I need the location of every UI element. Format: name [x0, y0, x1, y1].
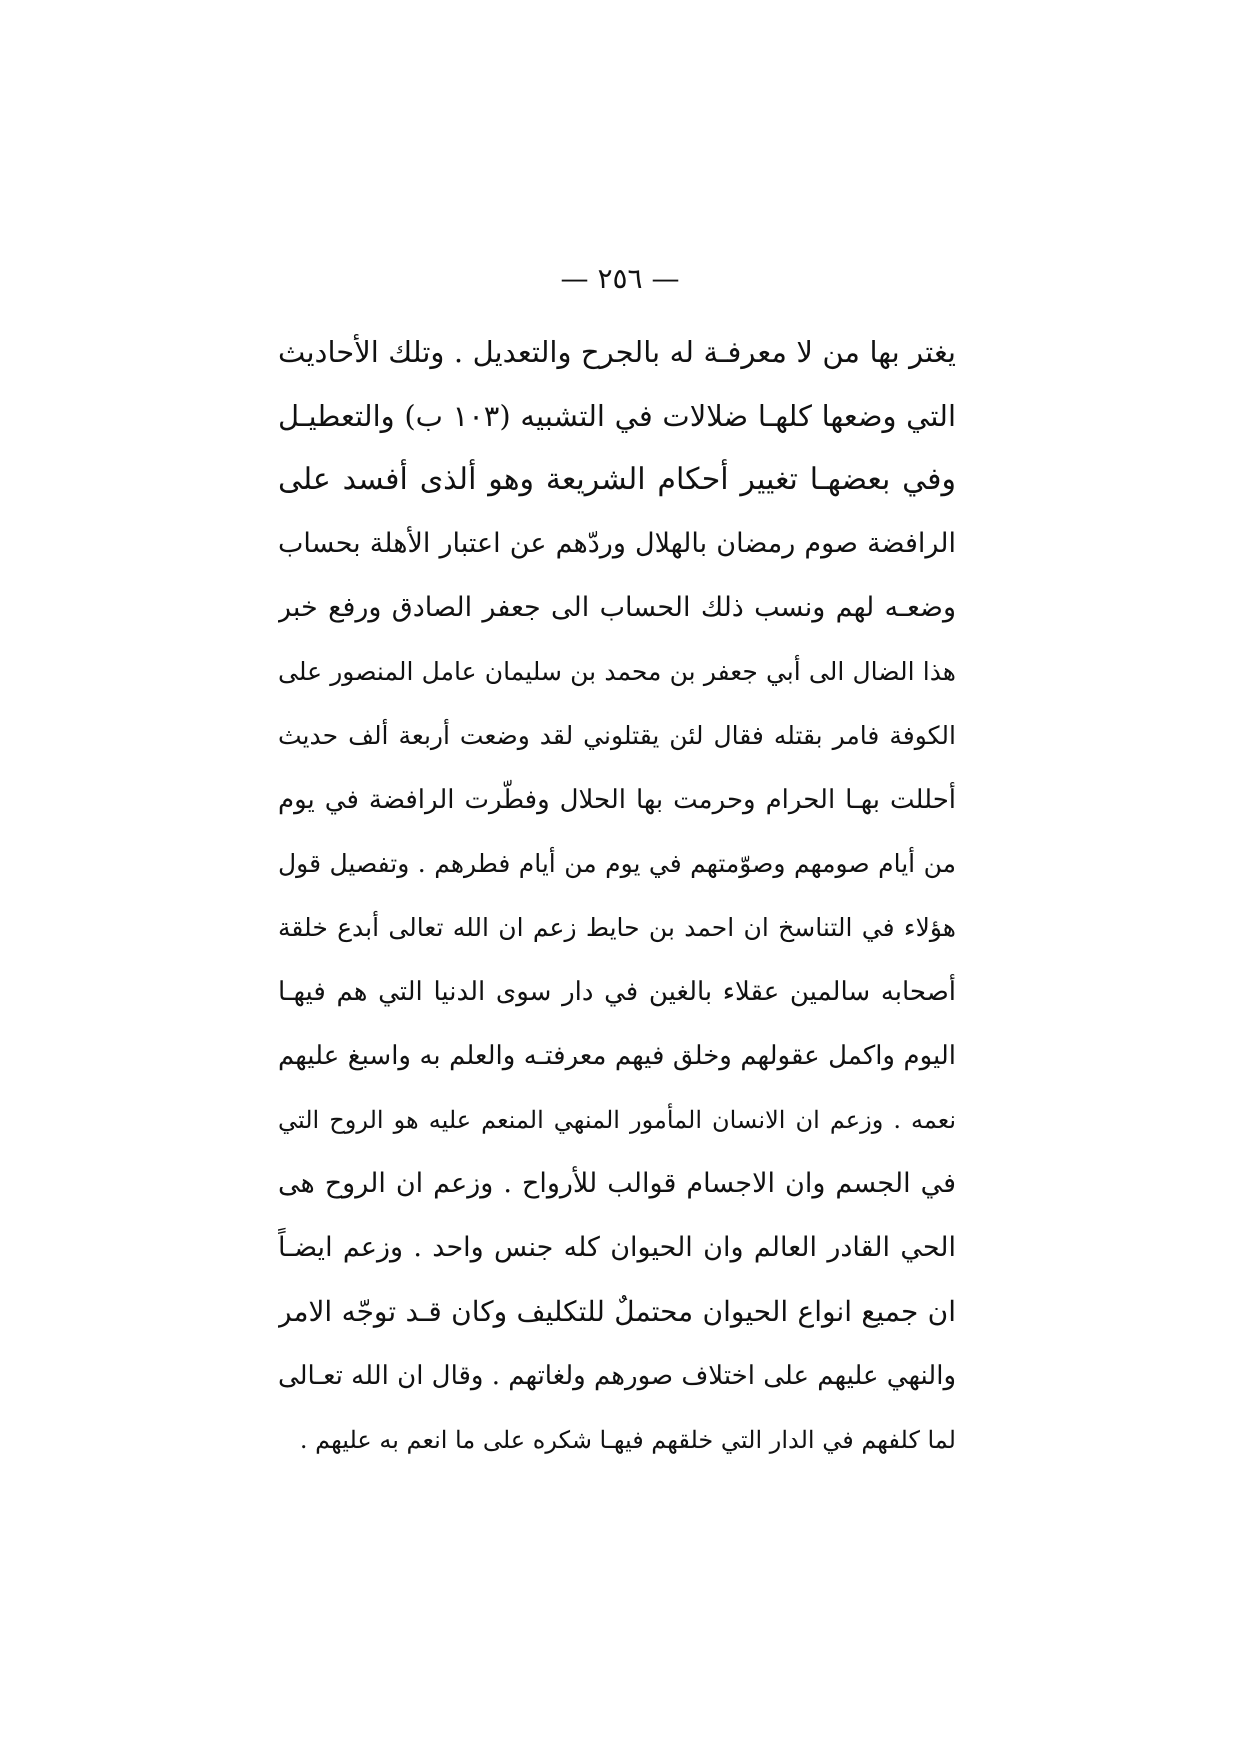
text-line: من أيام صومهم وصوّمتهم في يوم من أيام فطرهم . وتفصيل قول	[278, 849, 956, 878]
text-line: نعمه . وزعم ان الانسان المأمور المنهي المنعم عليه هو الروح التي	[278, 1106, 956, 1134]
text-line: يغتر بها من لا معرفـة له بالجرح والتعديل . وتلك الأحاديث	[278, 335, 956, 369]
text-line: الحي القادر العالم وان الحيوان كله جنس واحد . وزعم ايضـاً	[278, 1232, 956, 1263]
text-line: الرافضة صوم رمضان بالهلال وردّهم عن اعتبار الأهلة بحساب	[278, 528, 956, 559]
text-line: أحللت بهـا الحرام وحرمت بها الحلال وفطّرت الرافضة في يوم	[278, 785, 956, 815]
text-line: التي وضعها كلهـا ضلالات في التشبيه (١٠٣ ب) والتعطيـل	[278, 399, 956, 433]
text-line: الكوفة فامر بقتله فقال لئن يقتلوني لقد وضعت أربعة ألف حديث	[278, 721, 956, 750]
text-line: هذا الضال الى أبي جعفر بن محمد بن سليمان عامل المنصور على	[278, 657, 956, 686]
text-line: في الجسم وان الاجسام قوالب للأرواح . وزعم ان الروح هى	[278, 1168, 956, 1199]
page-number: — ٢٥٦ —	[560, 262, 680, 295]
text-line: أصحابه سالمين عقلاء بالغين في دار سوى الدنيا التي هم فيهـا	[278, 977, 956, 1007]
body-text	[278, 320, 956, 1472]
text-line: لما كلفهم في الدار التي خلقهم فيهـا شكره على ما انعم به عليهم .	[299, 1426, 956, 1454]
text-line: اليوم واكمل عقولهم وخلق فيهم معرفتـه والعلم به واسبغ عليهم	[278, 1041, 956, 1071]
text-line: ان جميع انواع الحيوان محتملٌ للتكليف وكان قـد توجّه الامر	[278, 1295, 956, 1328]
text-line: وفي بعضهـا تغيير أحكام الشريعة وهو ألذى أفسد على	[278, 462, 956, 497]
text-line: هؤلاء في التناسخ ان احمد بن حايط زعم ان الله تعالى أبدع خلقة	[278, 913, 956, 942]
text-line: وضعـه لهم ونسب ذلك الحساب الى جعفر الصادق ورفع خبر	[278, 592, 956, 623]
text-line: والنهي عليهم على اختلاف صورهم ولغاتهم . وقال ان الله تعـالى	[278, 1361, 956, 1391]
